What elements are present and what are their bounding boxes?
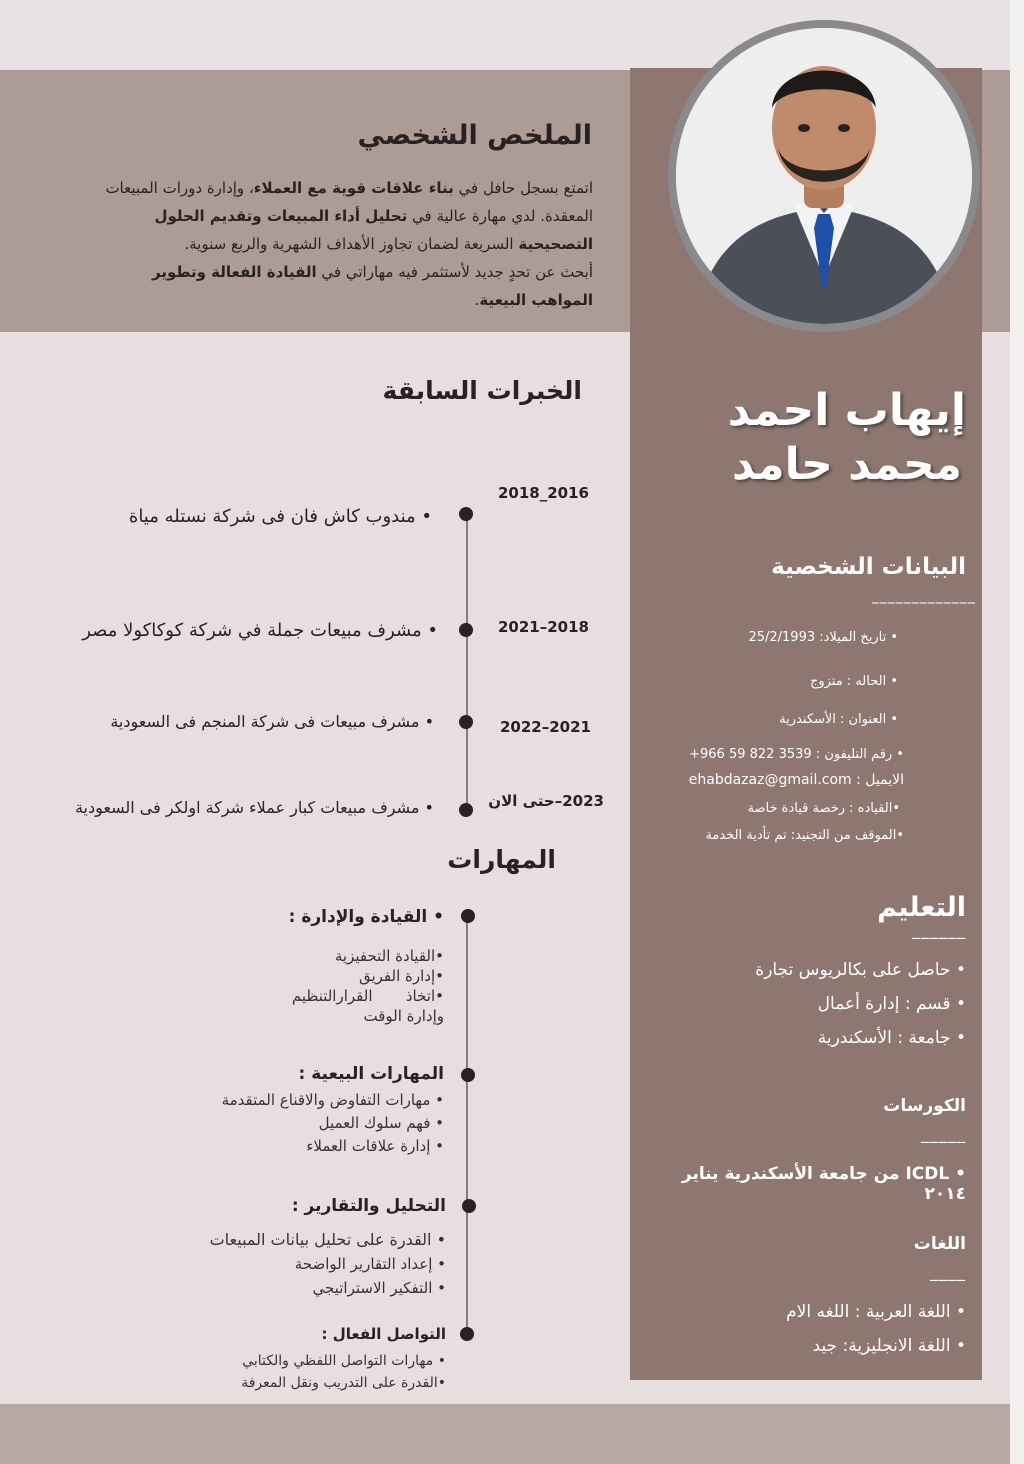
address: • العنوان : الأسكندرية — [779, 712, 898, 727]
summary-text — [40, 174, 593, 314]
summary-heading: الملخص الشخصي — [357, 120, 592, 151]
person-portrait-icon — [676, 28, 972, 324]
education-divider: ______ — [912, 920, 966, 939]
skill-item: وإدارة الوقت — [363, 1007, 444, 1025]
summary-line: المواهب البيعية. — [474, 291, 593, 309]
right-edge — [1010, 0, 1024, 1464]
birth-date: • تاريخ الميلاد: 25/2/1993 — [748, 630, 898, 645]
languages-heading: اللغات — [913, 1234, 966, 1254]
courses-heading: الكورسات — [883, 1096, 966, 1116]
skill-item: •اتخاذ القرارالتنظيم — [291, 987, 444, 1005]
skill-item: • القدرة على تحليل بيانات المبيعات — [209, 1230, 446, 1249]
full-name — [640, 384, 966, 492]
education-heading: التعليم — [877, 892, 966, 923]
language-item: • اللغة العربية : اللغه الام — [786, 1302, 966, 1322]
skill-item: •القيادة التحفيزية — [334, 947, 444, 965]
skills-timeline — [466, 916, 468, 1334]
driving-license: •القياده : رخصة قيادة خاصة — [747, 801, 900, 816]
timeline-dot — [461, 909, 475, 923]
email-row — [640, 772, 904, 788]
skill-group-items — [150, 1350, 446, 1394]
experience-years: 2018_2016 — [498, 484, 589, 502]
experience-item: • مشرف مبيعات جملة في شركة كوكاكولا مصر — [82, 620, 438, 641]
language-item: • اللغة الانجليزية: جيد — [812, 1336, 966, 1356]
personal-divider: _____________ — [872, 588, 976, 604]
courses-divider: _____ — [921, 1124, 966, 1143]
skill-group-title: المهارات البيعية : — [298, 1064, 444, 1084]
skill-group-items — [150, 1228, 446, 1300]
timeline-dot — [459, 715, 473, 729]
languages-divider: ____ — [930, 1262, 966, 1281]
skill-group-items — [160, 1089, 444, 1158]
phone-number: • رقم التليفون : 3539 822 59 966+ — [689, 747, 904, 762]
timeline-dot — [459, 507, 473, 521]
skill-group-title: • القيادة والإدارة : — [288, 907, 444, 927]
summary-line: أبحث عن تحدٍ جديد لأستثمر فيه مهاراتي في القيادة الفعالة وتطوير — [152, 263, 593, 281]
summary-line: اتمتع بسجل حافل في بناء علاقات قوية مع العملاء، وإدارة دورات المبيعات — [105, 179, 593, 197]
skill-item: • مهارات التفاوض والاقناع المتقدمة — [221, 1091, 444, 1109]
skills-heading: المهارات — [447, 845, 556, 874]
timeline-dot — [460, 1327, 474, 1341]
name-line-2: محمد حامد — [731, 439, 962, 490]
experience-item: • مشرف مبيعات كبار عملاء شركة اولكر فى السعودية — [74, 798, 434, 817]
education-item: • قسم : إدارة أعمال — [817, 994, 966, 1014]
course-item: • ICDL من جامعة الأسكندرية يناير ٢٠١٤ — [681, 1164, 966, 1204]
bottom-band — [0, 1404, 1010, 1464]
timeline-dot — [459, 623, 473, 637]
profile-photo — [668, 20, 980, 332]
timeline-dot — [459, 803, 473, 817]
skill-item: • إعداد التقارير الواضحة — [294, 1255, 446, 1273]
experience-years: 2022–2021 — [500, 718, 591, 736]
skill-item: •القدرة على التدريب ونقل المعرفة — [241, 1375, 446, 1391]
skill-group-title: التحليل والتقارير : — [291, 1196, 446, 1216]
military-status: •الموقف من التجنيد: تم تأدية الخدمة — [705, 828, 904, 843]
timeline-dot — [462, 1199, 476, 1213]
name-line-1: إيهاب احمد — [727, 385, 966, 436]
skill-group-items — [200, 946, 444, 1026]
experience-timeline — [466, 514, 468, 810]
experience-item: • مندوب كاش فان فى شركة نستله مياة — [128, 506, 432, 527]
skill-group-title: التواصل الفعال : — [321, 1325, 446, 1343]
skill-item: • إدارة علاقات العملاء — [306, 1137, 444, 1155]
experience-years: 2021–2018 — [498, 618, 589, 636]
experience-item: • مشرف مبيعات فى شركة المنجم فى السعودية — [110, 712, 434, 731]
skill-item: • مهارات التواصل اللفظي والكتابي — [242, 1353, 446, 1369]
skill-item: • التفكير الاستراتيجي — [312, 1279, 446, 1297]
summary-line: التصحيحية السريعة لضمان تجاوز الأهداف الشهرية والربع سنوية. — [184, 235, 593, 253]
experience-heading: الخبرات السابقة — [382, 376, 582, 405]
timeline-dot — [461, 1068, 475, 1082]
summary-line: المعقدة. لدي مهارة عالية في تحليل أداء المبيعات وتقديم الحلول — [154, 207, 593, 225]
email-link[interactable]: ehabdazaz@gmail.com — [688, 772, 852, 788]
marital-status: • الحاله : متزوج — [809, 674, 898, 689]
skill-item: •إدارة الفريق — [358, 967, 444, 985]
skill-item: • فهم سلوك العميل — [318, 1114, 444, 1132]
experience-years: 2023–حتى الان — [488, 792, 604, 810]
education-item: • جامعة : الأسكندرية — [817, 1028, 966, 1048]
personal-heading: البيانات الشخصية — [771, 554, 966, 580]
email-label: الايميل : — [856, 772, 904, 788]
education-item: • حاصل على بكالريوس تجارة — [755, 960, 966, 980]
